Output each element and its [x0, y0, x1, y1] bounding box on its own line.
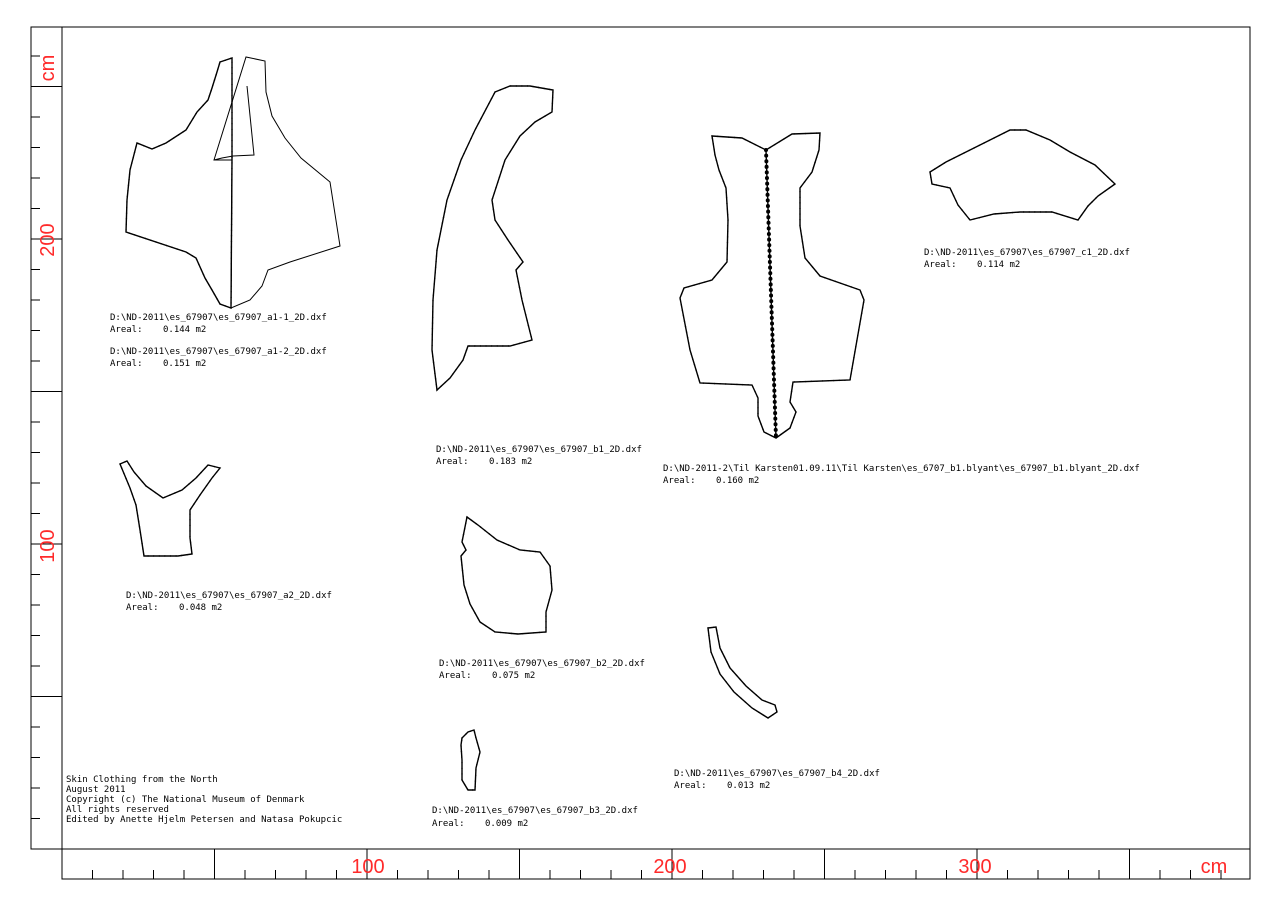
piece-file-name: D:\ND-2011\es_67907\es_67907_a2_2D.dxf	[126, 591, 332, 601]
pattern-piece-b2[interactable]	[461, 517, 552, 634]
piece-area-label: Areal:	[432, 819, 465, 829]
piece-area-label: Areal:	[924, 260, 957, 270]
horizontal-ruler-ticks	[62, 849, 1221, 879]
horizontal-label-300: 300	[958, 856, 992, 878]
vertical-label-200: 200	[37, 223, 59, 257]
label-a2	[126, 591, 332, 613]
piece-area-label: Areal:	[674, 781, 707, 791]
pattern-piece-b1[interactable]	[432, 86, 553, 390]
piece-file-name: D:\ND-2011\es_67907\es_67907_b2_2D.dxf	[439, 659, 645, 669]
credits-date: August 2011	[66, 785, 126, 795]
piece-file-name: D:\ND-2011\es_67907\es_67907_b4_2D.dxf	[674, 769, 880, 779]
pattern-piece-c1[interactable]	[930, 130, 1115, 220]
credits-editors: Edited by Anette Hjelm Petersen and Natasa Pokupcic	[66, 815, 343, 825]
pattern-piece-a2[interactable]	[120, 461, 220, 556]
piece-area-label: Areal:	[663, 476, 696, 486]
label-b4	[674, 769, 880, 791]
piece-area-label: Areal:	[126, 603, 159, 613]
piece-area-value: 0.048 m2	[179, 603, 223, 613]
piece-file-name: D:\ND-2011\es_67907\es_67907_b3_2D.dxf	[432, 806, 638, 816]
piece-area-label: Areal:	[110, 359, 143, 369]
piece-area-value: 0.114 m2	[977, 260, 1021, 270]
vertical-unit-label: cm	[37, 54, 59, 82]
piece-area-value: 0.183 m2	[489, 457, 533, 467]
piece-file-name: D:\ND-2011\es_67907\es_67907_a1-1_2D.dxf	[110, 313, 327, 323]
pattern-piece-a1-2[interactable]	[214, 57, 340, 308]
pattern-piece-b3[interactable]	[461, 730, 480, 790]
piece-area-label: Areal:	[110, 325, 143, 335]
piece-area-value: 0.013 m2	[727, 781, 771, 791]
label-b1	[436, 445, 642, 467]
pattern-piece-b4[interactable]	[708, 627, 777, 718]
label-a1-2	[110, 347, 327, 369]
pattern-piece-a1[interactable]	[126, 57, 340, 308]
label-b2	[439, 659, 645, 681]
label-c1	[924, 248, 1130, 270]
piece-area-value: 0.151 m2	[163, 359, 207, 369]
piece-area-label: Areal:	[439, 671, 472, 681]
piece-area-value: 0.075 m2	[492, 671, 536, 681]
piece-area-value: 0.009 m2	[485, 819, 529, 829]
vertical-ruler-ticks	[31, 56, 62, 849]
piece-area-value: 0.144 m2	[163, 325, 207, 335]
piece-file-name: D:\ND-2011\es_67907\es_67907_b1_2D.dxf	[436, 445, 642, 455]
label-b3	[432, 806, 638, 829]
credits-block	[66, 775, 342, 825]
credits-title: Skin Clothing from the North	[66, 775, 218, 785]
horizontal-label-200: 200	[653, 856, 687, 878]
label-b1-blyant	[663, 464, 1140, 486]
credits-rights: All rights reserved	[66, 805, 169, 815]
label-a1	[110, 313, 327, 335]
piece-area-label: Areal:	[436, 457, 469, 467]
horizontal-unit-label: cm	[1200, 856, 1228, 878]
piece-file-name: D:\ND-2011\es_67907\es_67907_a1-2_2D.dxf	[110, 347, 327, 357]
piece-area-value: 0.160 m2	[716, 476, 760, 486]
credits-copyright: Copyright (c) The National Museum of Denmark	[66, 795, 305, 805]
vertical-label-100: 100	[37, 529, 59, 563]
piece-file-name: D:\ND-2011-2\Til Karsten01.09.11\Til Karsten\es_6707_b1.blyant\es_67907_b1.blyant_2D.dxf	[663, 464, 1140, 474]
horizontal-label-100: 100	[351, 856, 385, 878]
pattern-piece-b1-blyant[interactable]	[680, 133, 864, 438]
piece-file-name: D:\ND-2011\es_67907\es_67907_c1_2D.dxf	[924, 248, 1130, 258]
